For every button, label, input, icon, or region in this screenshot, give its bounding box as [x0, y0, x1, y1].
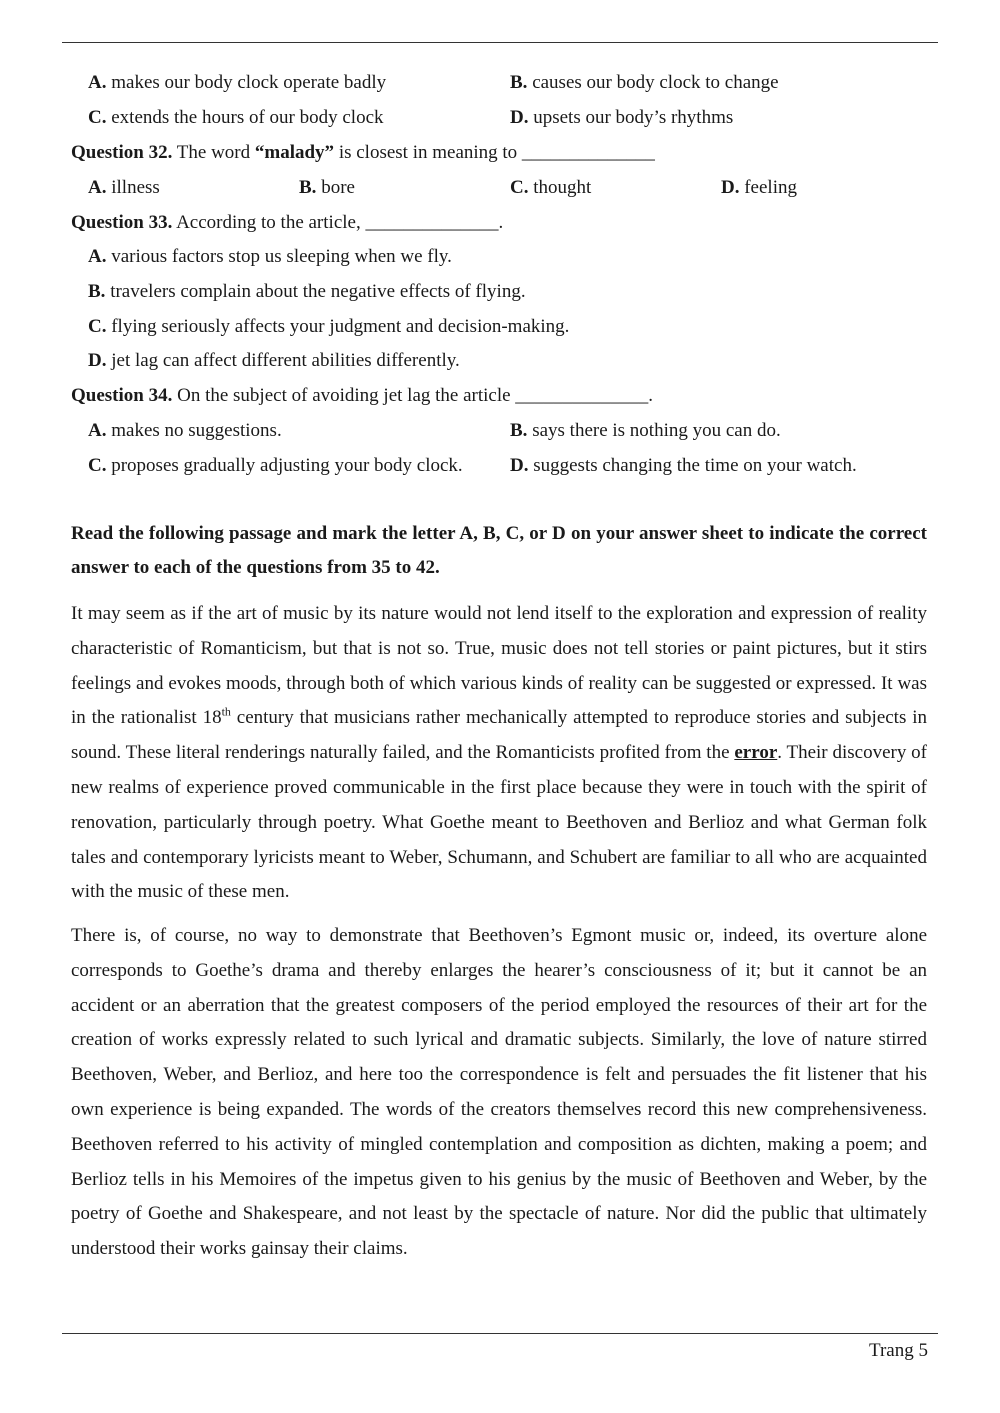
- q34-option-d[interactable]: D. suggests changing the time on your watch.: [510, 455, 857, 476]
- q33-option-d[interactable]: D. jet lag can affect different abilities differently.: [88, 350, 460, 371]
- q34-option-c[interactable]: C. proposes gradually adjusting your body clock.: [88, 455, 463, 476]
- q31-option-a[interactable]: A. makes our body clock operate badly: [88, 72, 387, 93]
- q33-stem: Question 33. According to the article, ______________.: [71, 212, 504, 233]
- section-instructions: Read the following passage and mark the letter A, B, C, or D on your answer sheet to indicate the correct answer to each of the questions from 35 to 42.: [71, 523, 927, 578]
- page-number: Trang 5: [869, 1340, 928, 1361]
- q32-option-b[interactable]: B. bore: [299, 177, 355, 198]
- q33-option-a[interactable]: A. various factors stop us sleeping when we fly.: [88, 246, 452, 267]
- q34-stem: Question 34. On the subject of avoiding jet lag the article ______________.: [71, 385, 654, 406]
- passage-paragraph-1: It may seem as if the art of music by its nature would not lend itself to the exploration and expression of reality characteristic of Romanticism, but that is not so. True, music does not tell stories or paint pictures, but it stirs feelings and evokes moods, through both of which various kinds of reality can be suggested or expressed. It was in the rationalist 18th century that musicians rather mechanically attempted to reproduce stories and subjects in sound. These literal renderings naturally failed, and the Romanticists profited from the error. Their discovery of new realms of experience proved communicable in the first place because they were in touch with the spirit of renovation, particularly through poetry. What Goethe meant to Beethoven and Berlioz and what German folk tales and contemporary lyricists meant to Weber, Schumann, and Schubert are familiar to all who are acquainted with the music of these men.: [71, 603, 927, 903]
- passage-paragraph-2: There is, of course, no way to demonstrate that Beethoven’s Egmont music or, indeed, its overture alone corresponds to Goethe’s drama and thereby enlarges the hearer’s consciousness of it; but it cannot be an accident or an aberration that the greatest composers of the period employed the resources of their art for the creation of works expressly related to such lyrical and dramatic subjects. Similarly, the love of nature stirred Beethoven, Weber, and Berlioz, and here too the correspondence is felt and persuades the fit listener that his own experience is being expanded. The words of the creators themselves record this new comprehensiveness. Beethoven referred to his activity of mingled contemplation and composition as dichten, making a poem; and Berlioz tells in his Memoires of the impetus given to his genius by the music of Beethoven and Weber, by the poetry of Goethe and Shakespeare, and not least by the spectacle of nature. Nor did the public that ultimately understood their works gainsay their claims.: [71, 925, 927, 1260]
- header-rule: [62, 42, 938, 43]
- q33-option-c[interactable]: C. flying seriously affects your judgment and decision-making.: [88, 316, 570, 337]
- q31-option-b[interactable]: B. causes our body clock to change: [510, 72, 779, 93]
- underlined-word-error: error: [734, 742, 778, 764]
- q34-option-a[interactable]: A. makes no suggestions.: [88, 420, 282, 441]
- q31-option-c[interactable]: C. extends the hours of our body clock: [88, 107, 384, 128]
- q34-option-b[interactable]: B. says there is nothing you can do.: [510, 420, 781, 441]
- footer-rule: [62, 1333, 938, 1334]
- q33-option-b[interactable]: B. travelers complain about the negative effects of flying.: [88, 281, 526, 302]
- q32-stem: Question 32. The word “malady” is closest in meaning to ______________: [71, 142, 655, 163]
- q32-option-a[interactable]: A. illness: [88, 177, 160, 198]
- q32-option-d[interactable]: D. feeling: [721, 177, 797, 198]
- q31-option-d[interactable]: D. upsets our body’s rhythms: [510, 107, 734, 128]
- q32-option-c[interactable]: C. thought: [510, 177, 592, 198]
